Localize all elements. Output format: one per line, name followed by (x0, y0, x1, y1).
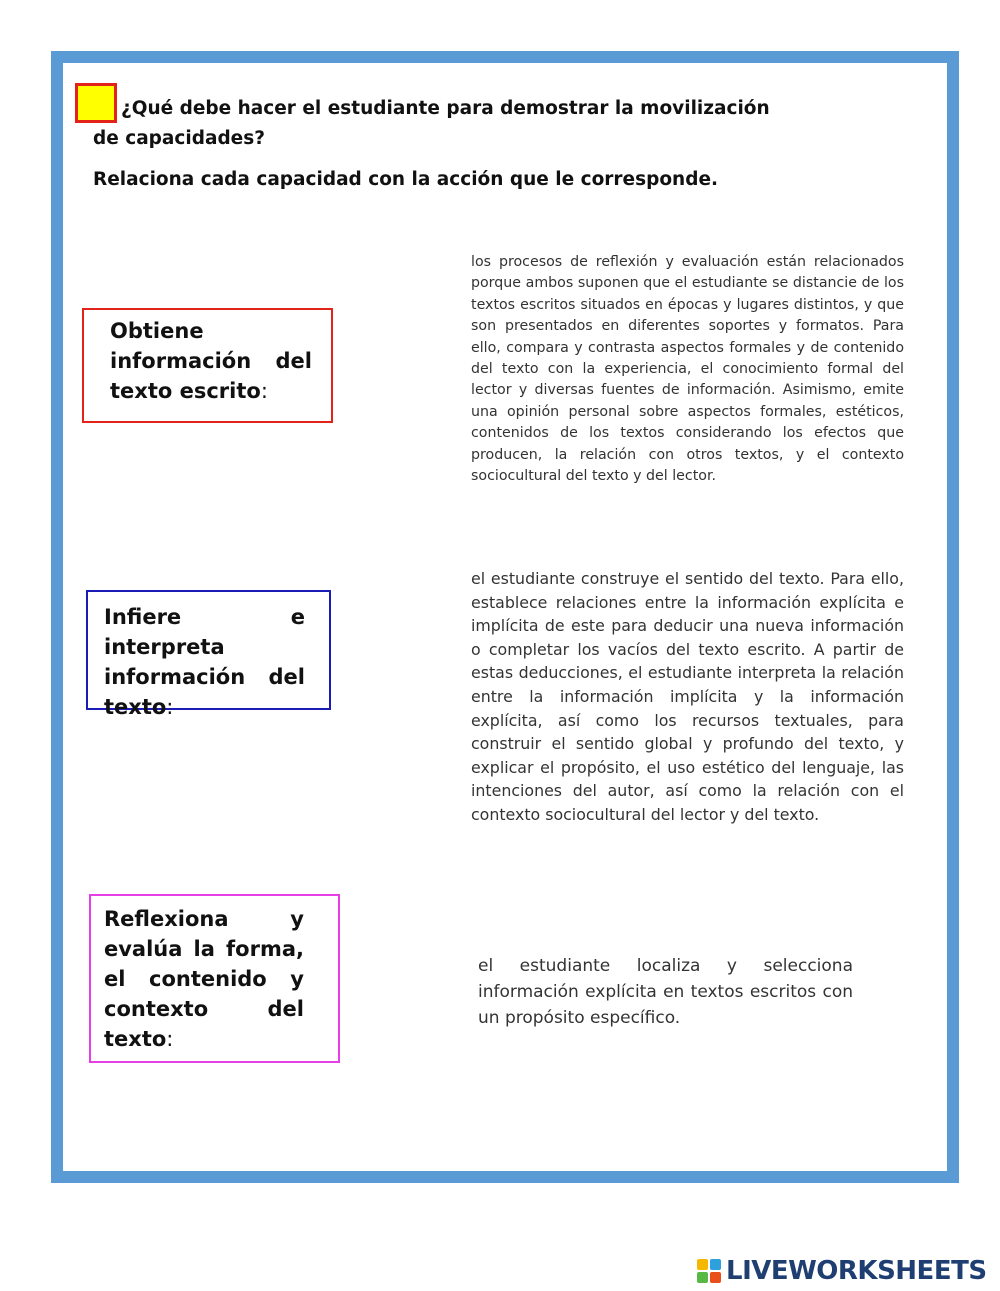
liveworksheets-logo-icon (697, 1259, 721, 1283)
logo-text: LIVEWORKSHEETS (726, 1256, 987, 1286)
description-1: los procesos de reflexión y evaluación están relacionados porque ambos suponen que el estudiante se distancie de los textos escritos situados en épocas y lugares distintos, y que son presentados en diferentes soportes y formatos. Para ello, compara y contrasta aspectos formales y de contenido del texto con la experiencia, el conocimiento formal del lector y diversas fuentes de información. Asimismo, emite una opinión personal sobre aspectos formales, estéticos, contenidos de los textos considerando los efectos que producen, la relación con otros textos, y el contexto sociocultural del texto y del lector. (471, 254, 904, 485)
liveworksheets-logo (697, 1256, 987, 1286)
description-3: el estudiante localiza y selecciona información explícita en textos escritos con un propósito específico. (478, 956, 853, 1028)
capacity-label-2: Infiere e interpreta información del texto: (104, 605, 305, 719)
question-text: ¿Qué debe hacer el estudiante para demostrar la movilización de capacidades? (93, 98, 770, 149)
capacity-label-1: Obtiene información del texto escrito: (110, 319, 312, 403)
capacity-label-3: Reflexiona y evalúa la forma, el contenido y contexto del texto: (104, 907, 304, 1051)
instruction-text: Relaciona cada capacidad con la acción que le corresponde. (93, 169, 719, 190)
description-2: el estudiante construye el sentido del texto. Para ello, establece relaciones entre la información explícita e implícita de este para deducir una nueva información o completar los vacíos del texto escrito. A partir de estas deducciones, el estudiante interpreta la relación entre la información implícita y la información explícita, así como los recursos textuales, para construir el sentido global y profundo del texto, y explicar el propósito, el uso estético del lenguaje, las intenciones del autor, así como la relación con el contexto sociocultural del lector y del texto. (471, 569, 904, 824)
